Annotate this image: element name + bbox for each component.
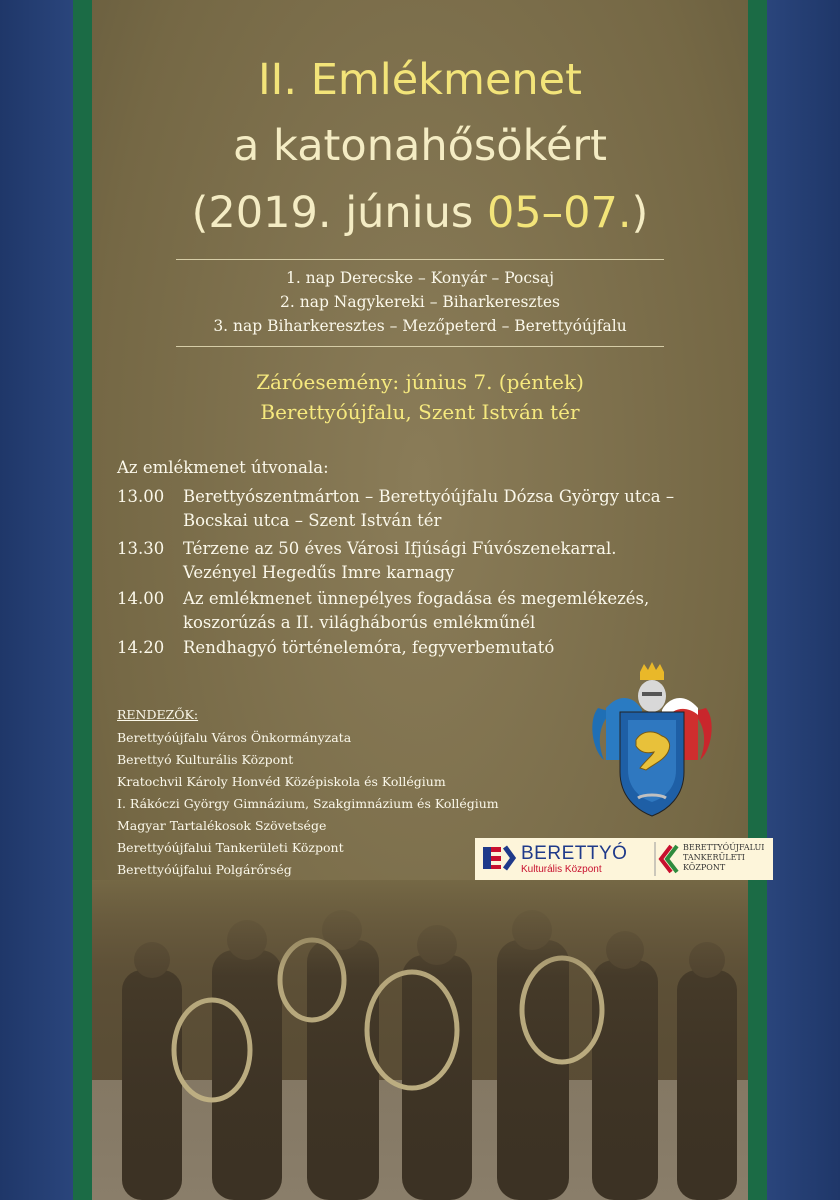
right-blue-border — [767, 0, 840, 1200]
date-prefix: (2019. június — [191, 188, 487, 238]
poster-title-line1: II. Emlékmenet — [258, 55, 582, 105]
organizer-item: Magyar Tartalékosok Szövetsége — [117, 818, 327, 833]
right-green-stripe — [748, 0, 767, 1200]
closing-event-date: Záróesemény: június 7. (péntek) — [256, 370, 584, 394]
schedule-desc: Térzene az 50 éves Városi Ifjúsági Fúvószenekarral. Vezényel Hegedűs Imre karnagy — [183, 539, 617, 582]
date-suffix: ) — [631, 188, 649, 238]
divider-top — [176, 259, 664, 260]
left-green-stripe — [73, 0, 92, 1200]
route-day-1: 1. nap Derecske – Konyár – Pocsaj — [285, 269, 555, 287]
tk-logo-text: BERETTYÓÚJFALUI TANKERÜLETI KÖZPONT — [683, 843, 765, 872]
divider-bottom — [176, 346, 664, 347]
date-days: 05–07. — [486, 188, 632, 238]
coat-of-arms-icon — [592, 660, 712, 820]
organizer-item: Berettyóújfalu Város Önkormányzata — [117, 730, 352, 745]
organizer-item: Berettyó Kulturális Központ — [117, 752, 294, 767]
schedule-time: 14.00 — [117, 589, 165, 608]
organizers-title: RENDEZŐK: — [117, 707, 199, 722]
organizer-item: Berettyóújfalui Polgárőrség — [117, 862, 292, 877]
sponsor-logos — [475, 838, 773, 880]
route-day-2: 2. nap Nagykereki – Biharkeresztes — [280, 293, 560, 311]
organizer-item: I. Rákóczi György Gimnázium, Szakgimnázium és Kollégium — [117, 796, 499, 811]
bk-logo-sub: Kulturális Központ — [521, 864, 602, 875]
schedule-intro: Az emlékmenet útvonala: — [117, 458, 329, 477]
schedule-desc: Az emlékmenet ünnepélyes fogadása és megemlékezés, koszorúzás a II. világháborús emlékműnél — [183, 589, 650, 632]
organizer-item: Berettyóújfalui Tankerületi Központ — [117, 840, 344, 855]
schedule-time: 14.20 — [117, 638, 165, 657]
poster-date — [92, 183, 748, 243]
schedule-desc: Rendhagyó történelemóra, fegyverbemutató — [183, 638, 555, 657]
schedule-time: 13.00 — [117, 487, 165, 506]
route-day-3: 3. nap Biharkeresztes – Mezőpeterd – Berettyóújfalu — [213, 317, 627, 335]
schedule-desc: Berettyószentmárton – Berettyóújfalu Dózsa György utca – Bocskai utca – Szent István tér — [183, 487, 675, 530]
military-band-photo — [92, 880, 748, 1200]
left-blue-border — [0, 0, 73, 1200]
closing-event-place: Berettyóújfalu, Szent István tér — [260, 400, 580, 424]
poster-title-line2: a katonahősökért — [233, 121, 607, 171]
bk-logo-name: BERETTYÓ — [521, 843, 628, 864]
poster-panel — [92, 0, 765, 1200]
schedule-time: 13.30 — [117, 539, 165, 558]
organizer-item: Kratochvil Károly Honvéd Középiskola és Kollégium — [117, 774, 446, 789]
